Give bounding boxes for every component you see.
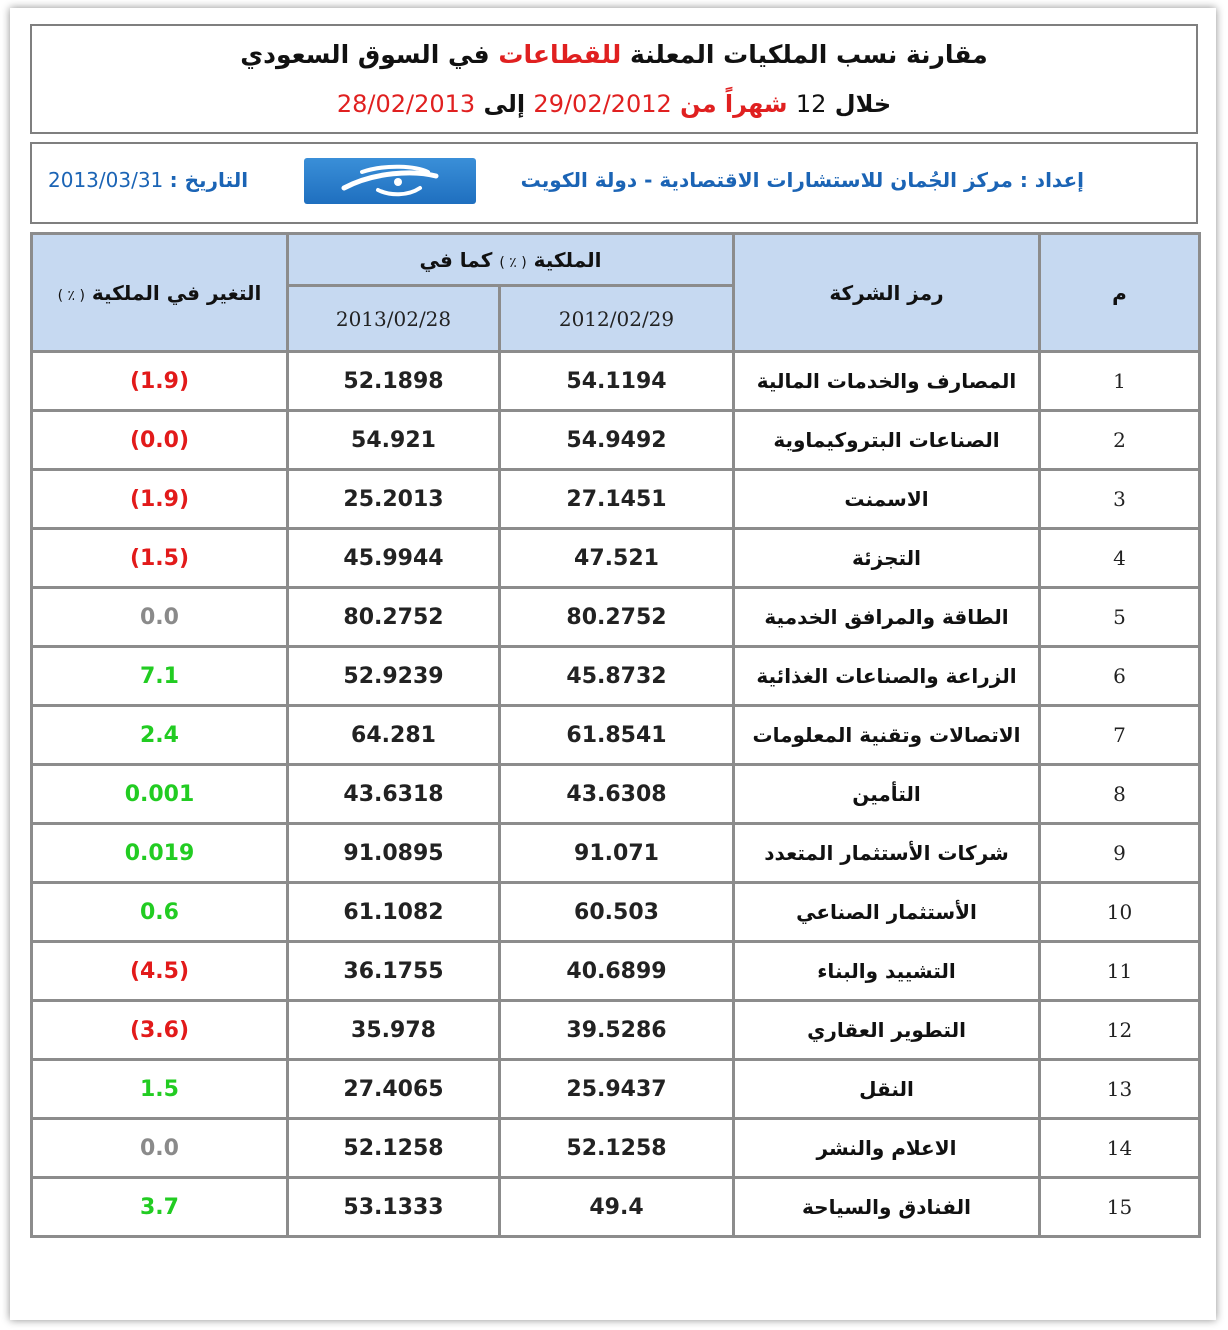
header-date-2012: 2012/02/29 xyxy=(500,286,734,352)
table-row xyxy=(32,1060,1200,1119)
row-ownership-2013: 54.921 xyxy=(288,411,500,470)
row-sector: المصارف والخدمات المالية xyxy=(734,352,1040,411)
date-value: 2013/03/31 xyxy=(48,168,164,192)
header-ownership xyxy=(288,234,734,286)
title-box xyxy=(30,24,1198,134)
row-ownership-2013: 25.2013 xyxy=(288,470,500,529)
row-change: 0.001 xyxy=(32,765,288,824)
table-row xyxy=(32,706,1200,765)
row-ownership-2012: 49.4 xyxy=(500,1178,734,1237)
row-ownership-2013: 91.0895 xyxy=(288,824,500,883)
report-period xyxy=(32,90,1196,118)
row-change: 1.5 xyxy=(32,1060,288,1119)
row-sector: الاتصالات وتقنية المعلومات xyxy=(734,706,1040,765)
row-ownership-2013: 80.2752 xyxy=(288,588,500,647)
row-change: (1.9) xyxy=(32,470,288,529)
row-change: (3.6) xyxy=(32,1001,288,1060)
title-part2: في السوق السعودي xyxy=(240,40,490,69)
row-ownership-2013: 64.281 xyxy=(288,706,500,765)
header-sector: رمز الشركة xyxy=(734,234,1040,352)
row-index: 10 xyxy=(1040,883,1200,942)
row-ownership-2013: 52.1258 xyxy=(288,1119,500,1178)
row-ownership-2012: 54.1194 xyxy=(500,352,734,411)
row-index: 11 xyxy=(1040,942,1200,1001)
row-index: 12 xyxy=(1040,1001,1200,1060)
title-highlight: للقطاعات xyxy=(498,40,622,69)
row-ownership-2012: 43.6308 xyxy=(500,765,734,824)
row-sector: شركات الأستثمار المتعدد xyxy=(734,824,1040,883)
info-box xyxy=(30,142,1198,224)
row-ownership-2013: 27.4065 xyxy=(288,1060,500,1119)
row-index: 6 xyxy=(1040,647,1200,706)
report-sheet xyxy=(10,8,1216,1320)
row-sector: الاسمنت xyxy=(734,470,1040,529)
row-ownership-2013: 52.9239 xyxy=(288,647,500,706)
row-change: 0.0 xyxy=(32,1119,288,1178)
row-ownership-2012: 39.5286 xyxy=(500,1001,734,1060)
table-row xyxy=(32,942,1200,1001)
row-ownership-2012: 27.1451 xyxy=(500,470,734,529)
prepared-label: إعداد : xyxy=(1019,168,1084,192)
period-to: 28/02/2013 xyxy=(336,90,476,118)
row-sector: الاعلام والنشر xyxy=(734,1119,1040,1178)
row-index: 14 xyxy=(1040,1119,1200,1178)
row-change: 0.0 xyxy=(32,588,288,647)
row-sector: الصناعات البتروكيماوية xyxy=(734,411,1040,470)
header-change-pct: ( ٪ ) xyxy=(57,287,85,304)
table-row xyxy=(32,352,1200,411)
row-ownership-2012: 45.8732 xyxy=(500,647,734,706)
row-change: 3.7 xyxy=(32,1178,288,1237)
row-ownership-2013: 36.1755 xyxy=(288,942,500,1001)
row-ownership-2012: 61.8541 xyxy=(500,706,734,765)
row-ownership-2013: 53.1333 xyxy=(288,1178,500,1237)
aljuman-logo-icon xyxy=(304,158,476,204)
table-row xyxy=(32,1178,1200,1237)
report-title xyxy=(32,40,1196,69)
period-prefix: خلال xyxy=(834,90,892,118)
row-ownership-2013: 43.6318 xyxy=(288,765,500,824)
header-date-2013: 2013/02/28 xyxy=(288,286,500,352)
row-ownership-2012: 52.1258 xyxy=(500,1119,734,1178)
row-sector: التطوير العقاري xyxy=(734,1001,1040,1060)
row-ownership-2012: 91.071 xyxy=(500,824,734,883)
prepared-name: مركز الجُمان للاستشارات الاقتصادية - دولة الكويت xyxy=(520,168,1013,192)
row-index: 8 xyxy=(1040,765,1200,824)
table-row xyxy=(32,647,1200,706)
table-row xyxy=(32,824,1200,883)
period-num: 12 xyxy=(795,90,827,118)
header-ownership-asof: كما في xyxy=(419,247,493,272)
row-ownership-2013: 35.978 xyxy=(288,1001,500,1060)
row-sector: الطاقة والمرافق الخدمية xyxy=(734,588,1040,647)
row-change: (0.0) xyxy=(32,411,288,470)
header-change xyxy=(32,234,288,352)
table-row xyxy=(32,883,1200,942)
row-change: (1.9) xyxy=(32,352,288,411)
row-sector: التجزئة xyxy=(734,529,1040,588)
row-change: 7.1 xyxy=(32,647,288,706)
row-change: (1.5) xyxy=(32,529,288,588)
table-row xyxy=(32,588,1200,647)
row-ownership-2012: 60.503 xyxy=(500,883,734,942)
table-row xyxy=(32,411,1200,470)
table-header-row xyxy=(32,234,1200,286)
table-row xyxy=(32,765,1200,824)
row-index: 7 xyxy=(1040,706,1200,765)
row-change: 0.6 xyxy=(32,883,288,942)
row-ownership-2013: 61.1082 xyxy=(288,883,500,942)
row-sector: الفنادق والسياحة xyxy=(734,1178,1040,1237)
row-ownership-2012: 47.521 xyxy=(500,529,734,588)
row-index: 13 xyxy=(1040,1060,1200,1119)
header-index: م xyxy=(1040,234,1200,352)
prepared-by xyxy=(521,168,1084,192)
period-months: شهراً من xyxy=(680,90,788,118)
row-change: 2.4 xyxy=(32,706,288,765)
row-index: 5 xyxy=(1040,588,1200,647)
header-ownership-pct: ( ٪ ) xyxy=(499,254,527,271)
row-index: 1 xyxy=(1040,352,1200,411)
report-date xyxy=(48,168,248,192)
row-sector: الزراعة والصناعات الغذائية xyxy=(734,647,1040,706)
title-part1: مقارنة نسب الملكيات المعلنة xyxy=(630,40,988,69)
row-sector: الأستثمار الصناعي xyxy=(734,883,1040,942)
row-sector: النقل xyxy=(734,1060,1040,1119)
row-ownership-2012: 54.9492 xyxy=(500,411,734,470)
ownership-table xyxy=(30,232,1201,1238)
table-row xyxy=(32,1001,1200,1060)
row-sector: التشييد والبناء xyxy=(734,942,1040,1001)
row-change: (4.5) xyxy=(32,942,288,1001)
logo-mark xyxy=(304,158,476,204)
row-sector: التأمين xyxy=(734,765,1040,824)
row-index: 2 xyxy=(1040,411,1200,470)
period-to-word: إلى xyxy=(483,90,526,118)
header-change-label: التغير في الملكية xyxy=(91,280,262,305)
row-index: 9 xyxy=(1040,824,1200,883)
row-change: 0.019 xyxy=(32,824,288,883)
row-ownership-2012: 80.2752 xyxy=(500,588,734,647)
row-index: 3 xyxy=(1040,470,1200,529)
row-ownership-2012: 25.9437 xyxy=(500,1060,734,1119)
table-row xyxy=(32,470,1200,529)
table-row xyxy=(32,529,1200,588)
row-ownership-2012: 40.6899 xyxy=(500,942,734,1001)
table-body xyxy=(32,352,1200,1237)
row-index: 4 xyxy=(1040,529,1200,588)
row-ownership-2013: 52.1898 xyxy=(288,352,500,411)
table-row xyxy=(32,1119,1200,1178)
row-ownership-2013: 45.9944 xyxy=(288,529,500,588)
date-label: التاريخ : xyxy=(169,168,249,192)
header-ownership-label: الملكية xyxy=(533,247,602,272)
row-index: 15 xyxy=(1040,1178,1200,1237)
period-from: 29/02/2012 xyxy=(533,90,672,118)
